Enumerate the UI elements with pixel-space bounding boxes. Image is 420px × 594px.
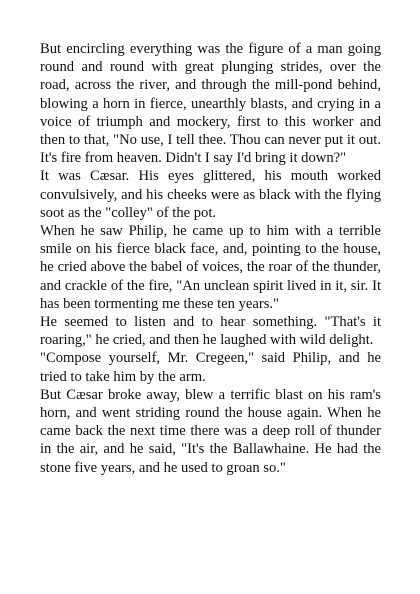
paragraph-6: But Cæsar broke away, blew a terrific blast on his ram's horn, and went striding round the house again. When he came back the next time there was a deep roll of thunder in the air, and he said, "It's the Ballawhaine. He had the stone five years, and he used to groan so." (40, 386, 381, 476)
paragraph-4: He seemed to listen and to hear something. "That's it roaring," he cried, and then he laughed with wild delight. (40, 314, 381, 349)
paragraph-2: It was Cæsar. His eyes glittered, his mouth worked convulsively, and his cheeks were as black with the flying soot as the "colley" of the pot. (40, 168, 381, 221)
paragraph-1: But encircling everything was the figure of a man going round and round with great plunging strides, over the road, across the river, and through the mill-pond behind, blowing a horn in fierce, unearthly blasts, and crying in a voice of triumph and mockery, first to this worker and then to that, "No use, I tell thee. Thou can never put it out. It's fire from heaven. Didn't I say I'd bring it down?" (40, 41, 381, 167)
paragraph-3: When he saw Philip, he came up to him with a terrible smile on his fierce black face, and, pointing to the house, he cried above the babel of voices, the roar of the thunder, and crackle of the fire, "An unclean spirit lived in it, sir. It has been tormenting me these ten years." (40, 223, 381, 312)
page-text (40, 40, 381, 477)
paragraph-5: "Compose yourself, Mr. Cregeen," said Philip, and he tried to take him by the arm. (40, 350, 381, 385)
